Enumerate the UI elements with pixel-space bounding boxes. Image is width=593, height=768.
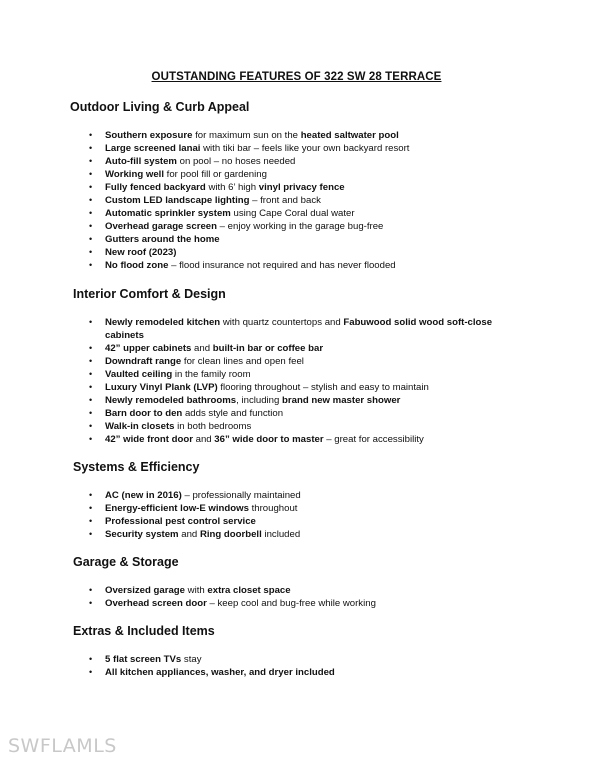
bullet-icon: • xyxy=(89,143,93,153)
section-interior-comfort xyxy=(0,287,593,446)
section-heading: Outdoor Living & Curb Appeal xyxy=(70,100,250,114)
list-item xyxy=(0,142,593,155)
item-text: 36” wide door to master xyxy=(214,434,324,445)
item-text: – professionally maintained xyxy=(181,490,301,501)
item-text: for clean lines and open feel xyxy=(181,356,304,367)
item-text: Gutters around the home xyxy=(105,234,220,245)
item-text: in the family room xyxy=(172,369,251,380)
watermark: SWFLAMLS xyxy=(8,735,117,757)
item-text: 42” upper cabinets xyxy=(105,343,192,354)
list-item xyxy=(0,489,593,502)
bullet-icon: • xyxy=(89,356,93,366)
item-text: Working well xyxy=(105,169,164,180)
bullet-icon: • xyxy=(89,490,93,500)
item-text: for pool fill or gardening xyxy=(164,169,267,180)
bullet-icon: • xyxy=(89,234,93,244)
feature-list xyxy=(0,584,593,610)
item-text: Overhead screen door xyxy=(105,598,207,609)
list-item xyxy=(0,528,593,541)
item-text: Large screened lanai xyxy=(105,143,201,154)
item-text: Luxury Vinyl Plank (LVP) xyxy=(105,382,218,393)
document-title: OUTSTANDING FEATURES OF 322 SW 28 TERRACE xyxy=(151,71,442,83)
list-item xyxy=(0,666,593,679)
section-outdoor-living xyxy=(0,100,593,272)
list-item xyxy=(0,584,593,597)
list-item xyxy=(0,259,593,272)
list-item xyxy=(0,433,593,446)
item-text: – flood insurance not required and has never flooded xyxy=(168,260,396,271)
item-text: No flood zone xyxy=(105,260,169,271)
list-item xyxy=(0,502,593,515)
bullet-icon: • xyxy=(89,395,93,405)
section-systems-efficiency xyxy=(0,460,593,541)
item-text: 5 flat screen TVs xyxy=(105,654,182,665)
item-text: Walk-in closets xyxy=(105,421,175,432)
list-item xyxy=(0,420,593,433)
item-text: Fully fenced backyard xyxy=(105,182,206,193)
item-text: throughout xyxy=(248,503,298,514)
list-item xyxy=(0,407,593,420)
item-text: Newly remodeled bathrooms xyxy=(105,395,237,406)
item-text: All kitchen appliances, washer, and dryer included xyxy=(105,667,335,678)
item-text: brand new master shower xyxy=(282,395,401,406)
item-text: 42” wide front door xyxy=(105,434,193,445)
section-extras-included xyxy=(0,624,593,679)
item-text: with tiki bar – feels like your own backyard resort xyxy=(200,143,410,154)
list-item xyxy=(0,194,593,207)
item-text: using Cape Coral dual water xyxy=(230,208,355,219)
list-item xyxy=(0,316,593,342)
item-text: – great for accessibility xyxy=(323,434,424,445)
item-text: with xyxy=(185,585,208,596)
item-text: Downdraft range xyxy=(105,356,182,367)
feature-list xyxy=(0,489,593,541)
item-text: and xyxy=(178,529,200,540)
item-text: with quartz countertops and xyxy=(220,317,344,328)
bullet-icon: • xyxy=(89,667,93,677)
list-item xyxy=(0,653,593,666)
item-text: and xyxy=(191,343,213,354)
list-item xyxy=(0,597,593,610)
item-text: with 6’ high xyxy=(205,182,259,193)
bullet-icon: • xyxy=(89,182,93,192)
item-text: adds style and function xyxy=(182,408,284,419)
list-item xyxy=(0,168,593,181)
item-text: Auto-fill system xyxy=(105,156,177,167)
list-item xyxy=(0,155,593,168)
bullet-icon: • xyxy=(89,654,93,664)
feature-list xyxy=(0,653,593,679)
bullet-icon: • xyxy=(89,317,93,327)
item-text: Fabuwood solid wood soft-close cabinets xyxy=(105,317,493,341)
item-text: built-in bar or coffee bar xyxy=(212,343,324,354)
item-text: and xyxy=(192,434,215,445)
item-text: Ring doorbell xyxy=(199,529,262,540)
item-text: flooring throughout – stylish and easy to maintain xyxy=(217,382,429,393)
item-text: in both bedrooms xyxy=(174,421,252,432)
item-text: vinyl privacy fence xyxy=(258,182,345,193)
bullet-icon: • xyxy=(89,516,93,526)
item-text: – front and back xyxy=(249,195,321,206)
bullet-icon: • xyxy=(89,247,93,257)
section-heading: Interior Comfort & Design xyxy=(73,287,226,301)
item-text: Energy-efficient low-E windows xyxy=(105,503,249,514)
item-text: Professional pest control service xyxy=(105,516,256,527)
section-heading: Garage & Storage xyxy=(73,555,179,569)
item-text: included xyxy=(261,529,301,540)
section-heading: Extras & Included Items xyxy=(73,624,215,638)
item-text: – enjoy working in the garage bug-free xyxy=(217,221,384,232)
item-text: Custom LED landscape lighting xyxy=(105,195,250,206)
item-text: Southern exposure xyxy=(105,130,193,141)
bullet-icon: • xyxy=(89,169,93,179)
list-item xyxy=(0,381,593,394)
bullet-icon: • xyxy=(89,156,93,166)
list-item xyxy=(0,368,593,381)
item-text: Security system xyxy=(105,529,179,540)
bullet-icon: • xyxy=(89,260,93,270)
bullet-icon: • xyxy=(89,598,93,608)
section-garage-storage xyxy=(0,555,593,610)
item-text: Barn door to den xyxy=(105,408,183,419)
item-text: AC (new in 2016) xyxy=(105,490,182,501)
item-text: Vaulted ceiling xyxy=(105,369,173,380)
list-item xyxy=(0,342,593,355)
bullet-icon: • xyxy=(89,382,93,392)
feature-list xyxy=(0,129,593,272)
list-item xyxy=(0,246,593,259)
item-text: New roof (2023) xyxy=(105,247,177,258)
list-item xyxy=(0,515,593,528)
item-text: on pool – no hoses needed xyxy=(176,156,296,167)
item-text: stay xyxy=(181,654,202,665)
item-text: Automatic sprinkler system xyxy=(105,208,231,219)
list-item xyxy=(0,181,593,194)
list-item xyxy=(0,394,593,407)
item-text: for maximum sun on the xyxy=(192,130,301,141)
bullet-icon: • xyxy=(89,221,93,231)
item-text: , including xyxy=(236,395,283,406)
feature-list xyxy=(0,316,593,446)
item-text: Oversized garage xyxy=(105,585,185,596)
item-text: Overhead garage screen xyxy=(105,221,217,232)
bullet-icon: • xyxy=(89,208,93,218)
list-item xyxy=(0,207,593,220)
item-text: Newly remodeled kitchen xyxy=(105,317,221,328)
list-item xyxy=(0,233,593,246)
bullet-icon: • xyxy=(89,503,93,513)
bullet-icon: • xyxy=(89,434,93,444)
item-text: heated saltwater pool xyxy=(300,130,399,141)
list-item xyxy=(0,220,593,233)
bullet-icon: • xyxy=(89,421,93,431)
bullet-icon: • xyxy=(89,369,93,379)
section-heading: Systems & Efficiency xyxy=(73,460,200,474)
bullet-icon: • xyxy=(89,585,93,595)
list-item xyxy=(0,355,593,368)
item-text: extra closet space xyxy=(207,585,291,596)
bullet-icon: • xyxy=(89,529,93,539)
bullet-icon: • xyxy=(89,343,93,353)
item-text: – keep cool and bug-free while working xyxy=(206,598,376,609)
bullet-icon: • xyxy=(89,130,93,140)
list-item xyxy=(0,129,593,142)
bullet-icon: • xyxy=(89,195,93,205)
bullet-icon: • xyxy=(89,408,93,418)
